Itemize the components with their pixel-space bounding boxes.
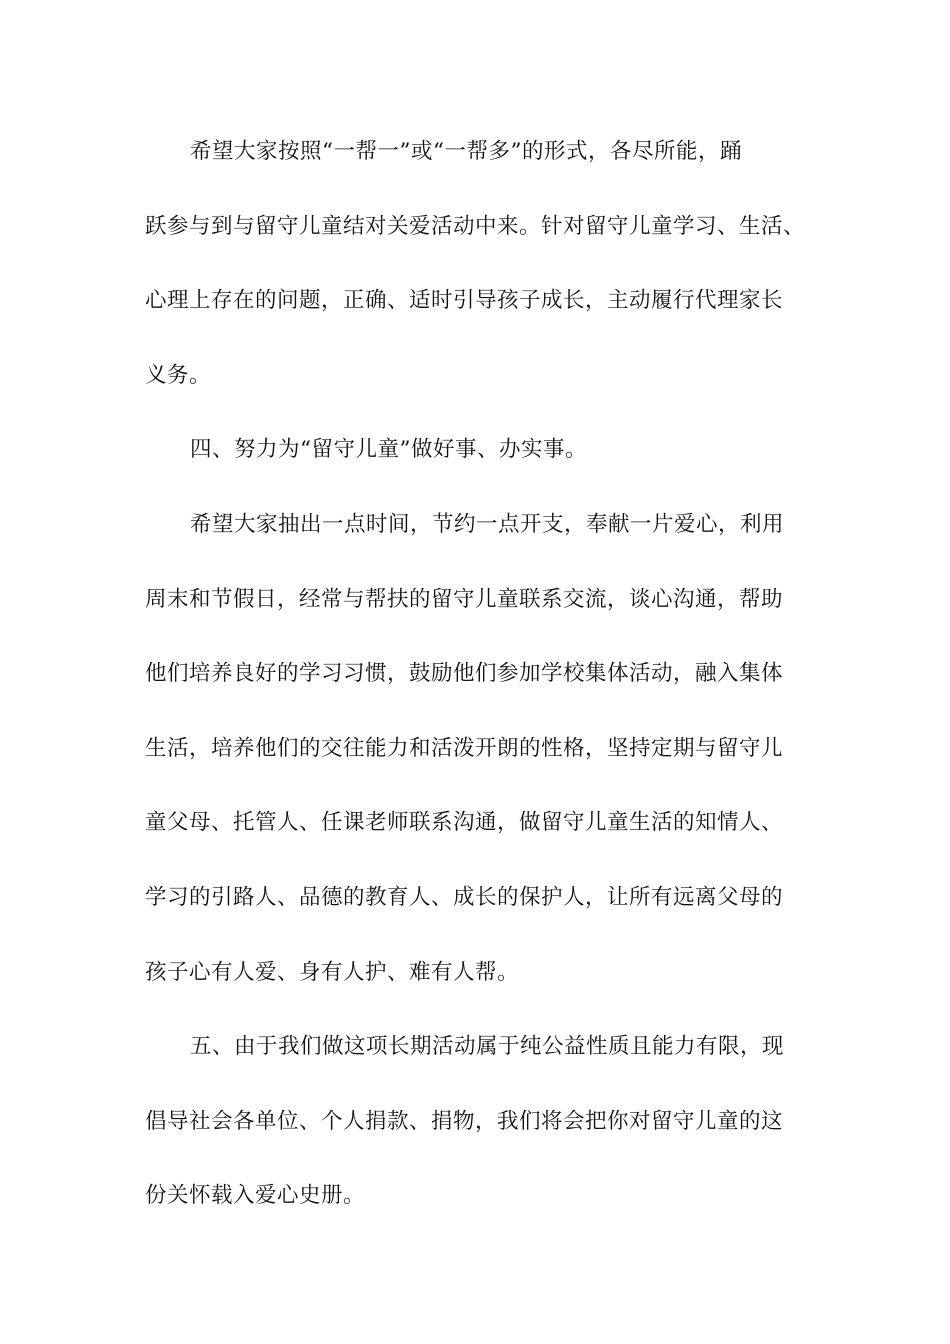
text-line: 学习的引路人、品德的教育人、成长的保护人，让所有远离父母的 bbox=[145, 885, 784, 910]
text-line: 义务。 bbox=[145, 363, 212, 388]
text-line: 童父母、托管人、任课老师联系沟通，做留守儿童生活的知情人、 bbox=[145, 810, 784, 835]
text-line: 他们培养良好的学习习惯，鼓励他们参加学校集体活动，融入集体 bbox=[145, 661, 784, 686]
text-line: 倡导社会各单位、个人捐款、捐物，我们将会把你对留守儿童的这 bbox=[145, 1109, 784, 1134]
text-line: 孩子心有人爱、身有人护、难有人帮。 bbox=[145, 960, 520, 985]
text-line: 跃参与到与留守儿童结对关爱活动中来。针对留守儿童学习、生活、 bbox=[145, 214, 806, 239]
text-line: 五、由于我们做这项长期活动属于纯公益性质且能力有限，现 bbox=[190, 1034, 785, 1059]
text-line: 生活，培养他们的交往能力和活泼开朗的性格，坚持定期与留守儿 bbox=[145, 736, 784, 761]
text-line: 希望大家抽出一点时间，节约一点开支，奉献一片爱心，利用 bbox=[190, 512, 785, 537]
text-line: 周末和节假日，经常与帮扶的留守儿童联系交流，谈心沟通，帮助 bbox=[145, 587, 784, 612]
text-line: 希望大家按照“一帮一”或“一帮多”的形式，各尽所能，踊 bbox=[190, 139, 742, 164]
section-heading: 四、努力为“留守儿童”做好事、办实事。 bbox=[190, 437, 587, 462]
text-line: 份关怀载入爱心史册。 bbox=[145, 1183, 366, 1208]
text-line: 心理上存在的问题，正确、适时引导孩子成长，主动履行代理家长 bbox=[145, 288, 784, 313]
